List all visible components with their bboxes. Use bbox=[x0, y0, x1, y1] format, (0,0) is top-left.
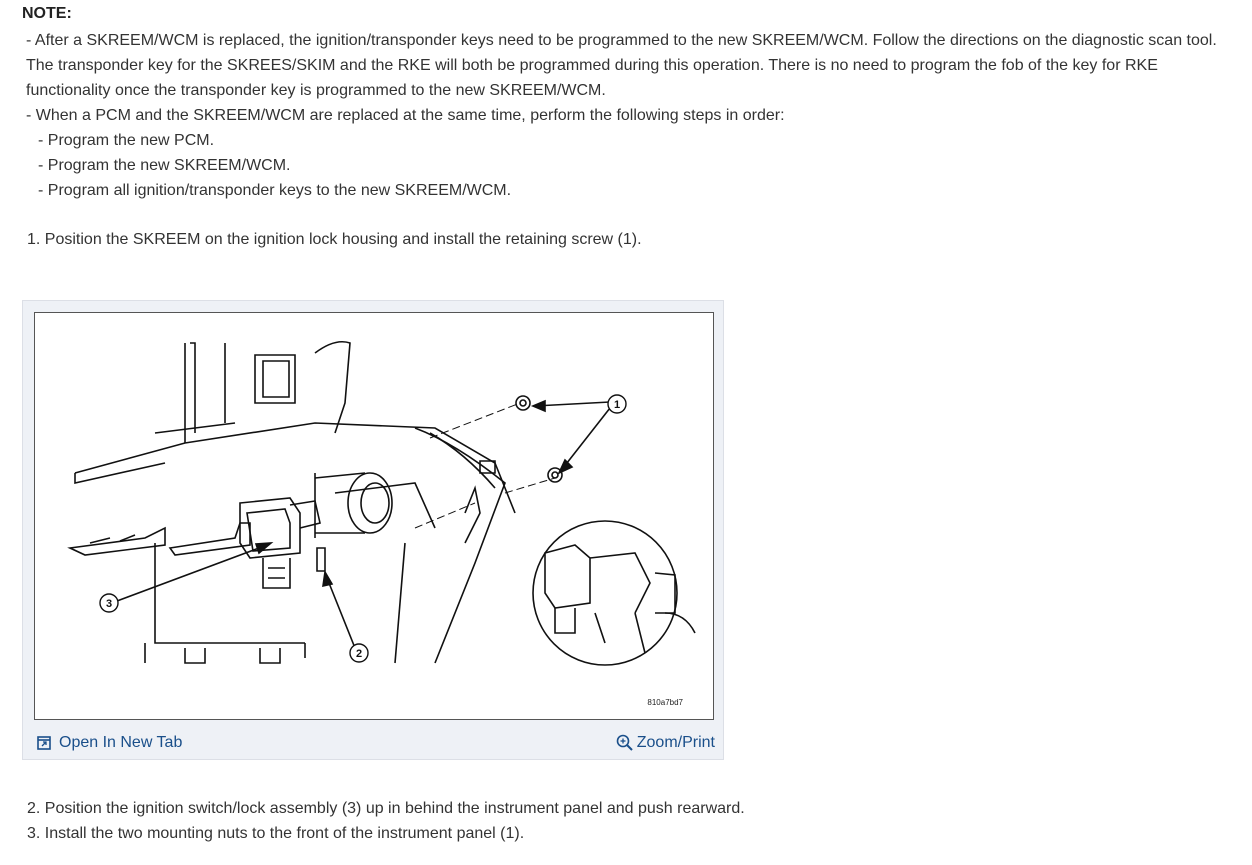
zoom-print-link[interactable] bbox=[616, 734, 715, 752]
note-sub-step: - Program the new SKREEM/WCM. bbox=[38, 157, 291, 174]
open-new-tab-label: Open In New Tab bbox=[59, 734, 183, 751]
note-title: NOTE: bbox=[22, 5, 72, 22]
figure-container bbox=[22, 300, 724, 760]
open-new-tab-icon bbox=[37, 736, 51, 750]
note-sub-step: - Program the new PCM. bbox=[38, 132, 215, 149]
callout-2-label: 2 bbox=[355, 648, 363, 660]
note-paragraph: - When a PCM and the SKREEM/WCM are replaced at the same time, perform the following steps in order: bbox=[26, 107, 785, 124]
step-1: 1. Position the SKREEM on the ignition lock housing and install the retaining screw (1). bbox=[27, 231, 642, 248]
figure-code: 810a7bd7 bbox=[647, 698, 683, 707]
note-body bbox=[22, 28, 1232, 203]
zoom-print-label: Zoom/Print bbox=[636, 734, 715, 751]
open-new-tab-link[interactable] bbox=[37, 734, 182, 752]
note-paragraph: - After a SKREEM/WCM is replaced, the ignition/transponder keys need to be programmed to the new SKREEM/WCM. Follow the directions on the diagnostic scan tool. The transponder key for the SKREES/SKIM and the RKE will both be programmed during this operation. There is no need to program the fob of the key for RKE functionality once the transponder key is programmed to the new SKREEM/WCM. bbox=[26, 32, 1217, 99]
ignition-lock-illustration bbox=[35, 313, 713, 719]
zoom-in-icon bbox=[616, 734, 634, 752]
step-2: 2. Position the ignition switch/lock assembly (3) up in behind the instrument panel and push rearward. bbox=[27, 800, 745, 817]
note-sub-step: - Program all ignition/transponder keys to the new SKREEM/WCM. bbox=[38, 182, 512, 199]
figure-image[interactable] bbox=[34, 312, 714, 720]
callout-1-label: 1 bbox=[613, 399, 621, 411]
callout-3-label: 3 bbox=[105, 598, 113, 610]
figure-toolbar bbox=[23, 725, 723, 759]
step-3: 3. Install the two mounting nuts to the front of the instrument panel (1). bbox=[27, 825, 525, 842]
